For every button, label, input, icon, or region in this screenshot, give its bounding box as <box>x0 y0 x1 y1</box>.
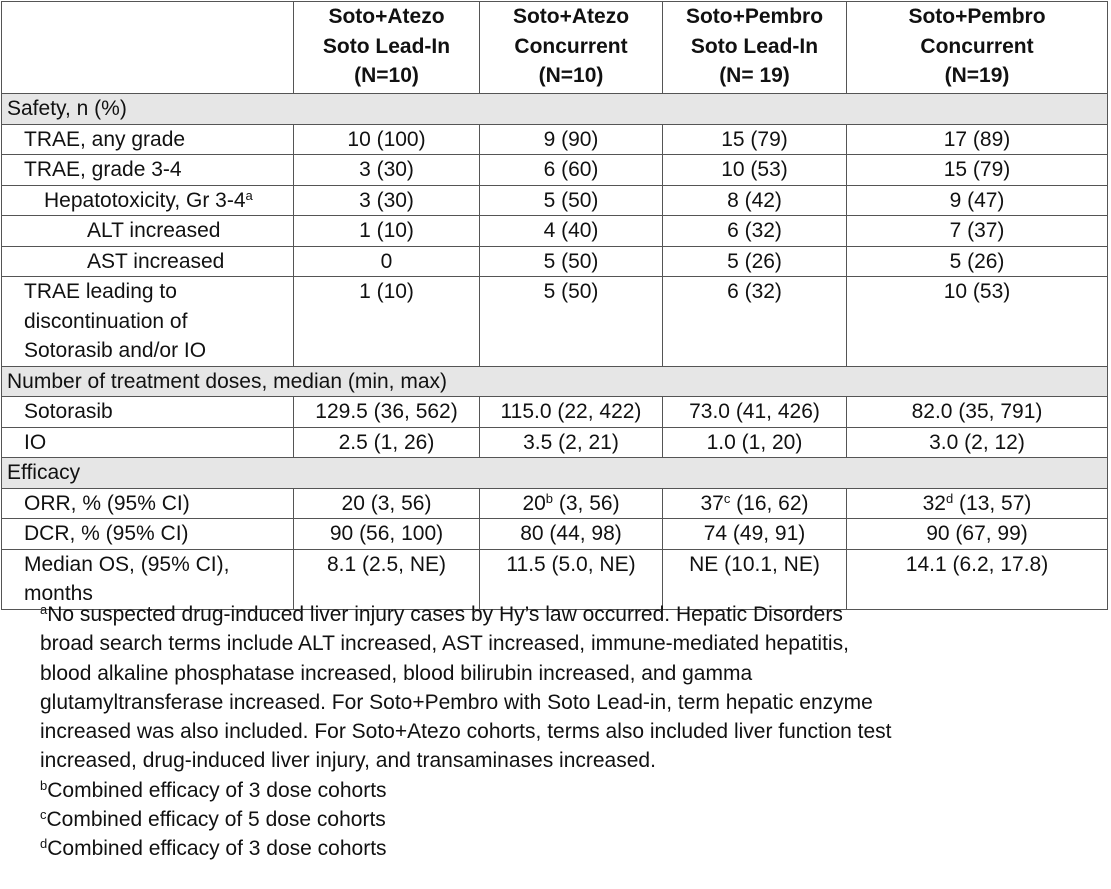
footnote-line: broad search terms include ALT increased, AST increased, immune-mediated hepatitis, <box>40 632 849 656</box>
cell-value: 73.0 (41, 426) <box>663 397 847 428</box>
row-label: TRAE, grade 3-4 <box>2 155 294 186</box>
cell-value: 3 (30) <box>294 185 480 216</box>
cell-value <box>663 488 847 519</box>
footnote-text: Combined efficacy of 3 dose cohorts <box>47 837 387 861</box>
footnote-mark: a <box>40 602 48 617</box>
row-label <box>2 185 294 216</box>
table-row <box>2 519 1108 550</box>
footnote-line <box>40 600 1100 629</box>
value-main: 37 <box>700 491 724 515</box>
cell-value: 90 (56, 100) <box>294 519 480 550</box>
cell-value: 5 (26) <box>847 246 1108 277</box>
table-row <box>2 246 1108 277</box>
cell-value: 1.0 (1, 20) <box>663 427 847 458</box>
row-label-line: discontinuation of <box>24 309 188 333</box>
footnote-mark: a <box>245 187 253 203</box>
row-label-text: Hepatotoxicity, Gr 3-4 <box>44 188 246 212</box>
row-label-line: months <box>24 582 93 605</box>
cell-value <box>294 488 480 519</box>
table-row <box>2 397 1108 428</box>
cell-value: NE (10.1, NE) <box>663 549 847 609</box>
cell-value: 82.0 (35, 791) <box>847 397 1108 428</box>
footnote-mark: d <box>40 836 48 852</box>
table-row <box>2 185 1108 216</box>
section-title: Efficacy <box>2 458 1108 489</box>
cell-value: 5 (50) <box>480 185 663 216</box>
cell-value: 15 (79) <box>847 155 1108 186</box>
cell-value: 1 (10) <box>294 277 480 367</box>
value-main: 32 <box>922 491 946 515</box>
cell-value: 5 (50) <box>480 246 663 277</box>
cell-value: 3.0 (2, 12) <box>847 427 1108 458</box>
row-label <box>2 277 294 367</box>
footnotes <box>40 600 1100 864</box>
footnote-line: increased, drug-induced liver injury, and transaminases increased. <box>40 749 656 773</box>
cell-value: 90 (67, 99) <box>847 519 1108 550</box>
value-ci: (16, 62) <box>730 491 809 515</box>
cell-value: 80 (44, 98) <box>480 519 663 550</box>
footnote-d <box>40 834 1100 863</box>
cell-value: 4 (40) <box>480 216 663 247</box>
cell-value: 9 (90) <box>480 124 663 155</box>
header-line: (N= 19) <box>719 64 790 87</box>
footnote-mark: d <box>945 490 954 506</box>
value-main: 20 <box>522 491 546 515</box>
row-label-line: Median OS, (95% CI), <box>24 552 230 576</box>
cell-value: 5 (26) <box>663 246 847 277</box>
footnote-mark: b <box>545 490 554 506</box>
cell-value: 6 (32) <box>663 277 847 367</box>
row-label: TRAE, any grade <box>2 124 294 155</box>
footnote-line: blood alkaline phosphatase increased, blood bilirubin increased, and gamma <box>40 661 753 685</box>
cell-value: 115.0 (22, 422) <box>480 397 663 428</box>
table-row <box>2 277 1108 367</box>
footnote-text: Combined efficacy of 3 dose cohorts <box>47 778 387 802</box>
row-label-line: TRAE leading to <box>24 280 177 303</box>
header-line: (N=10) <box>538 64 604 87</box>
footnote-c <box>40 805 1100 834</box>
header-line: Soto+Atezo <box>328 5 445 28</box>
cell-value <box>480 488 663 519</box>
cell-value: 0 <box>294 246 480 277</box>
cell-value: 14.1 (6.2, 17.8) <box>847 549 1108 609</box>
footnote-mark: c <box>40 807 47 823</box>
header-line: Concurrent <box>920 34 1034 58</box>
section-title: Number of treatment doses, median (min, max) <box>2 366 1108 397</box>
table-row <box>2 124 1108 155</box>
value-ci: (13, 57) <box>953 491 1032 515</box>
cell-value: 6 (60) <box>480 155 663 186</box>
footnote-text: No suspected drug-induced liver injury cases by Hy’s law occurred. Hepatic Disorders <box>47 603 843 626</box>
section-row-efficacy <box>2 458 1108 489</box>
header-line: Soto Lead-In <box>690 34 819 58</box>
row-label: AST increased <box>2 246 294 277</box>
cell-value: 3.5 (2, 21) <box>480 427 663 458</box>
header-line: Concurrent <box>514 34 628 58</box>
cell-value: 74 (49, 91) <box>663 519 847 550</box>
header-cohort-pembro-leadin <box>663 2 847 94</box>
footnote-mark: c <box>723 490 731 506</box>
header-line: (N=19) <box>944 64 1010 87</box>
value-ci: (3, 56) <box>553 491 620 515</box>
footnote-line: increased was also included. For Soto+Atezo cohorts, terms also included liver function test <box>40 720 892 744</box>
cell-value: 129.5 (36, 562) <box>294 397 480 428</box>
section-row-doses <box>2 366 1108 397</box>
table-row <box>2 488 1108 519</box>
header-line: Soto+Atezo <box>512 5 630 28</box>
table-row <box>2 427 1108 458</box>
cell-value: 1 (10) <box>294 216 480 247</box>
row-label: ORR, % (95% CI) <box>2 488 294 519</box>
cell-value: 6 (32) <box>663 216 847 247</box>
cell-value: 2.5 (1, 26) <box>294 427 480 458</box>
footnote-b <box>40 776 1100 805</box>
footnote-a <box>40 600 1100 776</box>
header-empty-cell <box>2 2 294 94</box>
row-label: ALT increased <box>2 216 294 247</box>
section-row-safety <box>2 94 1108 125</box>
header-line: (N=10) <box>354 64 419 87</box>
cell-value: 15 (79) <box>663 124 847 155</box>
cell-value <box>847 488 1108 519</box>
cell-value: 8 (42) <box>663 185 847 216</box>
footnote-mark: b <box>40 777 48 793</box>
header-row <box>2 2 1108 94</box>
header-cohort-atezo-leadin <box>294 2 480 94</box>
row-label: Sotorasib <box>2 397 294 428</box>
cell-value: 10 (53) <box>847 277 1108 367</box>
cell-value: 3 (30) <box>294 155 480 186</box>
row-label: DCR, % (95% CI) <box>2 519 294 550</box>
results-table <box>1 1 1108 610</box>
cell-value: 9 (47) <box>847 185 1108 216</box>
table-row <box>2 155 1108 186</box>
cell-value: 8.1 (2.5, NE) <box>294 549 480 609</box>
cell-value: 10 (53) <box>663 155 847 186</box>
header-cohort-atezo-concurrent <box>480 2 663 94</box>
cell-value: 11.5 (5.0, NE) <box>480 549 663 609</box>
row-label-line: Sotorasib and/or IO <box>24 339 207 362</box>
cell-value: 17 (89) <box>847 124 1108 155</box>
header-line: Soto+Pembro <box>685 5 824 28</box>
row-label: IO <box>2 427 294 458</box>
section-title: Safety, n (%) <box>2 94 1108 125</box>
cell-value: 5 (50) <box>480 277 663 367</box>
header-cohort-pembro-concurrent <box>847 2 1108 94</box>
value-main: 20 <box>341 491 365 515</box>
cell-value: 7 (37) <box>847 216 1108 247</box>
header-line: Soto Lead-In <box>322 34 451 58</box>
footnote-text: Combined efficacy of 5 dose cohorts <box>46 808 386 832</box>
value-ci: (3, 56) <box>364 491 432 515</box>
cell-value: 10 (100) <box>294 124 480 155</box>
table-row <box>2 216 1108 247</box>
footnote-line: glutamyltransferase increased. For Soto+Pembro with Soto Lead-in, term hepatic enzyme <box>40 690 873 714</box>
header-line: Soto+Pembro <box>908 5 1046 28</box>
